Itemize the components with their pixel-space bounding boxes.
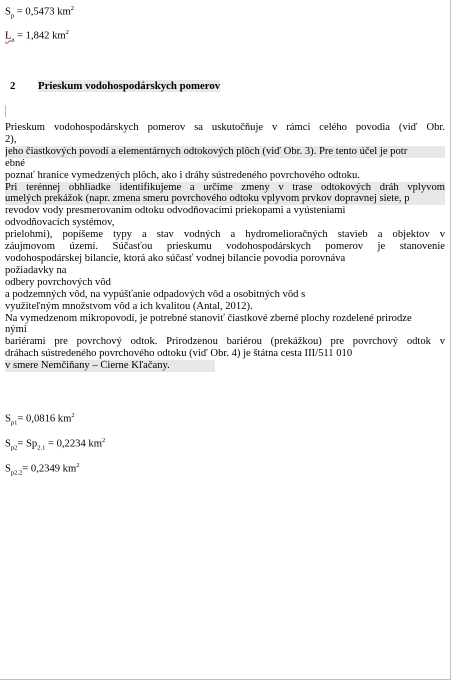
paragraph-line: revodov vody presmerovaním odtoku odvodňovacími priekopami a vyústeniami [5,205,346,217]
formula-sp2: $S_{p2}= Sp_{2.1} = 0,2234$ $km^2$ [5,437,106,452]
paragraph-line: Pri terénnej obhliadke identifikujeme a určíme zmeny v trase odtokových dráh vplyvom [5,181,445,193]
paragraph-line: Prieskum vodohospodárskych pomerov sa uskutočňuje v rámci celého povodia (viď Obr. [5,122,445,133]
paragraph-line: poznať hranice vymedzených plôch, ako i dráhy sústredeného povrchového odtoku. [5,169,360,181]
paragraph-line: dráhach sústredeného povrchového odtoku (viď Obr. 4) je štátna cesta III/511 010 [5,348,353,360]
paragraph-line: nými [5,324,27,336]
paragraph-line: Na vymedzenom mikropovodí, je potrebné stanoviť čiastkové zberné plochy rozdelené prirodze [5,312,412,324]
section-title: Prieskum vodohospodárskych pomerov [38,80,221,92]
paragraph-line: 2), [5,133,17,145]
paragraph-line: v smere Nemčiňany – Čierne Kľačany. [5,360,215,372]
formula-la: $L_a = 1,842$ $km^2$ [5,29,69,44]
paragraph-line: záujmovom území. Súčasťou prieskumu vodohospodárskych pomerov je stanovenie [5,241,445,253]
paragraph-line: bariérami pre povrchový odtok. Prirodzenou bariérou (prekážkou) pre povrchový odtok v [5,336,445,348]
paragraph-line: umelých prekážok (napr. zmena smeru povrchového odtoku vplyvom prvkov dopravnej siete, p [5,193,445,205]
formula-sp22: $S_{p2.2}= 0,2349$ $km^2$ [5,462,80,477]
paragraph-line: odvodňovacích systémov, [5,217,115,229]
paragraph-line: ebné [5,157,25,169]
paragraph-line: prielohmi), popíšeme typy a stav vodných a hydromelioračných stavieb a objektov v [5,229,445,241]
formula-sp1: $S_{p1}= 0,0816$ $km^2$ [5,412,75,427]
section-number: 2 [10,80,16,92]
body-paragraph [5,122,445,372]
paragraph-line: vodohospodárskej bilancie, ktorá ako súčasť vodnej bilancie povodia porovnáva [5,252,346,264]
paragraph-line: odbery povrchových vôd [5,276,111,288]
paragraph-line: a podzemných vôd, na vypúšťanie odpadových vôd a osobitných vôd s [5,288,306,300]
formula-sp: $S_p = 0,5473$ $km^2$ [5,5,74,20]
paragraph-line: jeho čiastkových povodí a elementárnych odtokových plôch (viď Obr. 3). Pre tento účel je potr [5,146,445,158]
paragraph-mark [5,105,6,117]
paragraph-line: využiteľným množstvom vôd a ich kvalitou (Antal, 2012). [5,300,253,312]
paragraph-line: požiadavky na [5,264,67,276]
